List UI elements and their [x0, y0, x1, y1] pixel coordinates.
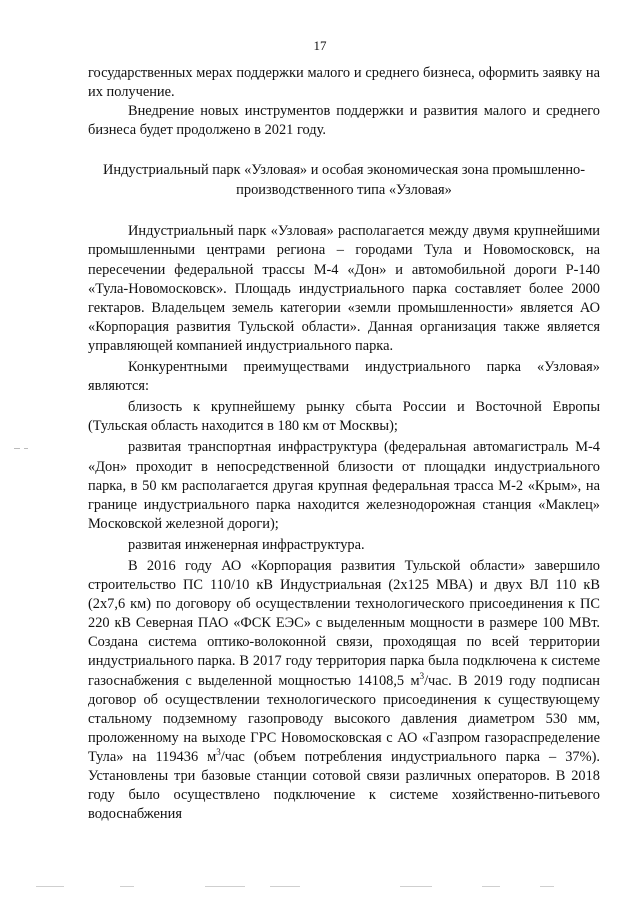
cubic-superscript-2: 3 — [216, 747, 221, 758]
infrastructure-text-3: /час (объем потребления индустриального парка – 37%). Установлены три базовые станции сотовой связи различных операторов. В 2018 году было осуществлено подключение к системе хозяйственно-питьевого водоснабжения — [88, 748, 600, 823]
infrastructure-text-2: /час. В 2019 году подписан договор об осуществлении технологического присоединения к существующему стальному подземному газопроводу высокого давления диаметром 530 мм, проложенному на выходе ГРС Новомосковская с АО «Газпром газораспределение Тула» на 119436 м — [88, 672, 601, 765]
paragraph-advantages-intro: Конкурентными преимуществами индустриального парка «Узловая» являются: — [88, 359, 600, 395]
paragraph-park-location: Индустриальный парк «Узловая» располагается между двумя крупнейшими промышленными центрами региона – городами Тула и Новомосковск, на пересечении федеральной трассы М-4 «Дон» и автомобильной дороги Р-140 «Тула-Новомосковск». Площадь индустриального парка составляет более 2000 гектаров. Владельцем земель категории «земли промышленности» является АО «Корпорация развития Тульской области». Данная организация также является управляющей компанией индустриального парка. — [88, 223, 600, 354]
cubic-superscript-1: 3 — [419, 670, 425, 681]
infrastructure-text-1: В 2016 году АО «Корпорация развития Тульской области» завершило строительство ПС 110/10 кВ Индустриальная (2х125 МВА) и двух ВЛ 110 кВ (2х7,6 км) по договору об осуществлении технологического присоединения к ПС 220 кВ Северная ПАО «ФСК ЕЭС» с выделенным мощности в размере 100 МВт. Создана система оптико-волоконной связи, проходящая по всей территории индустриального парка. В 2017 году территория парка была подключена к системе газоснабжения с выделенной мощностью 14108,5 м — [88, 557, 600, 689]
paragraph-support-measures: государственных мерах поддержки малого и среднего бизнеса, оформить заявку на их получение. — [88, 65, 600, 101]
list-item-market-proximity: близость к крупнейшему рынку сбыта России и Восточной Европы (Тульская область находится в 180 км от Москвы); — [88, 399, 600, 435]
section-heading: Индустриальный парк «Узловая» и особая экономическая зона промышленно-производственного типа «Узловая» — [102, 162, 586, 199]
document-body — [88, 64, 600, 824]
list-item-engineering: развитая инженерная инфраструктура. — [128, 536, 365, 553]
scan-margin-marks — [14, 448, 34, 450]
paragraph-new-tools: Внедрение новых инструментов поддержки и развития малого и среднего бизнеса будет продолжено в 2021 году. — [88, 103, 600, 139]
paragraph-infrastructure — [88, 557, 600, 824]
scan-bottom-artifacts — [0, 880, 640, 890]
page-number: 17 — [313, 38, 327, 53]
list-item-transport: развитая транспортная инфраструктура (федеральная автомагистраль М-4 «Дон» проходит в непосредственной близости от площадки индустриального парка, в 50 км располагается другая крупная федеральная трасса М-2 «Крым», на границе индустриального парка находится железнодорожная станция «Маклец» Московской железной дороги); — [88, 439, 600, 532]
